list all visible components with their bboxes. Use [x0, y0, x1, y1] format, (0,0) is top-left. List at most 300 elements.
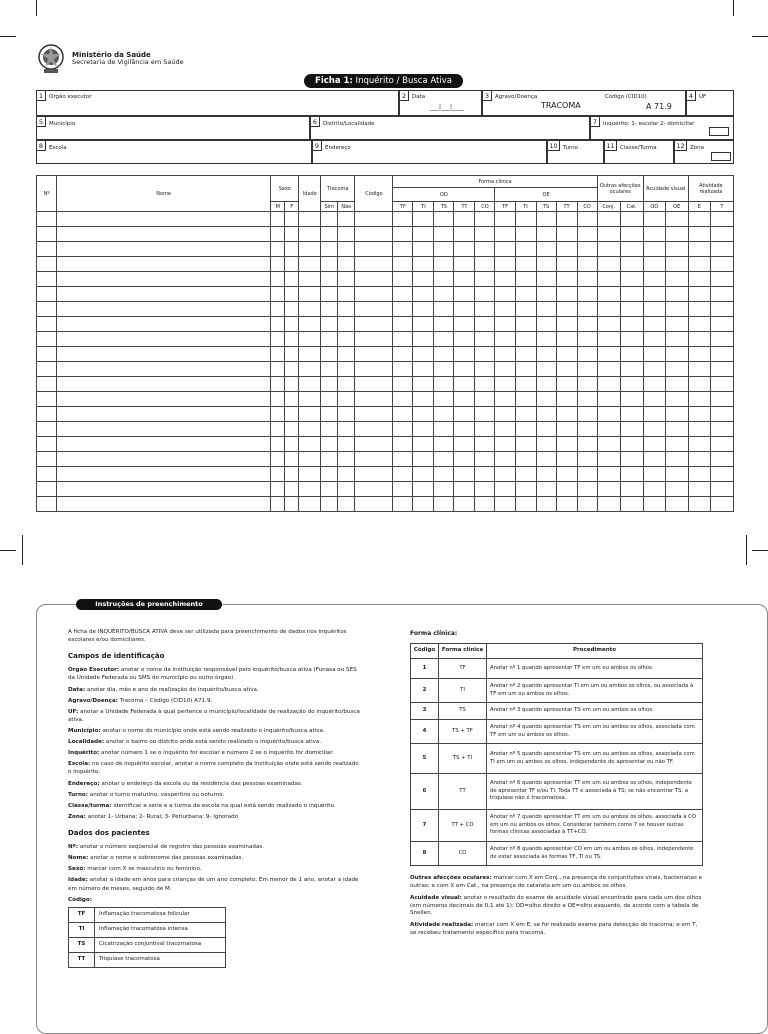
table-cell[interactable] — [536, 257, 556, 272]
table-cell[interactable] — [57, 482, 271, 497]
table-cell[interactable] — [495, 497, 515, 512]
table-cell[interactable] — [536, 332, 556, 347]
table-cell[interactable] — [495, 452, 515, 467]
table-cell[interactable] — [556, 287, 577, 302]
table-cell[interactable] — [515, 482, 536, 497]
table-cell[interactable] — [688, 497, 710, 512]
table-cell[interactable] — [597, 497, 620, 512]
table-cell[interactable] — [355, 332, 393, 347]
table-cell[interactable] — [413, 347, 434, 362]
table-cell[interactable] — [299, 347, 321, 362]
table-cell[interactable] — [37, 482, 57, 497]
table-cell[interactable] — [710, 317, 733, 332]
table-cell[interactable] — [321, 287, 338, 302]
table-cell[interactable] — [515, 272, 536, 287]
table-cell[interactable] — [643, 407, 665, 422]
table-cell[interactable] — [688, 437, 710, 452]
table-cell[interactable] — [577, 347, 597, 362]
table-cell[interactable] — [536, 452, 556, 467]
table-cell[interactable] — [515, 452, 536, 467]
table-cell[interactable] — [338, 407, 355, 422]
field-escola[interactable] — [36, 140, 312, 164]
table-cell[interactable] — [338, 392, 355, 407]
table-cell[interactable] — [454, 317, 475, 332]
table-cell[interactable] — [285, 227, 299, 242]
table-cell[interactable] — [620, 377, 643, 392]
table-cell[interactable] — [475, 377, 495, 392]
table-cell[interactable] — [434, 272, 454, 287]
table-cell[interactable] — [688, 302, 710, 317]
table-cell[interactable] — [665, 407, 688, 422]
table-cell[interactable] — [299, 272, 321, 287]
table-cell[interactable] — [321, 302, 338, 317]
table-cell[interactable] — [665, 227, 688, 242]
table-cell[interactable] — [393, 452, 413, 467]
table-cell[interactable] — [57, 377, 271, 392]
table-cell[interactable] — [271, 497, 285, 512]
table-cell[interactable] — [454, 482, 475, 497]
table-cell[interactable] — [299, 287, 321, 302]
table-cell[interactable] — [454, 452, 475, 467]
table-cell[interactable] — [299, 437, 321, 452]
table-cell[interactable] — [597, 287, 620, 302]
table-cell[interactable] — [355, 377, 393, 392]
table-cell[interactable] — [556, 332, 577, 347]
table-cell[interactable] — [577, 257, 597, 272]
table-cell[interactable] — [321, 332, 338, 347]
table-cell[interactable] — [285, 422, 299, 437]
table-cell[interactable] — [321, 257, 338, 272]
table-cell[interactable] — [556, 452, 577, 467]
table-cell[interactable] — [495, 212, 515, 227]
table-cell[interactable] — [475, 362, 495, 377]
table-cell[interactable] — [434, 302, 454, 317]
table-cell[interactable] — [393, 392, 413, 407]
table-cell[interactable] — [321, 317, 338, 332]
table-cell[interactable] — [536, 287, 556, 302]
table-cell[interactable] — [643, 212, 665, 227]
table-cell[interactable] — [475, 227, 495, 242]
table-cell[interactable] — [285, 362, 299, 377]
table-cell[interactable] — [413, 377, 434, 392]
table-cell[interactable] — [355, 467, 393, 482]
table-cell[interactable] — [688, 407, 710, 422]
table-cell[interactable] — [285, 302, 299, 317]
table-cell[interactable] — [475, 257, 495, 272]
table-cell[interactable] — [338, 272, 355, 287]
table-cell[interactable] — [434, 467, 454, 482]
table-cell[interactable] — [355, 287, 393, 302]
table-cell[interactable] — [597, 452, 620, 467]
table-cell[interactable] — [665, 287, 688, 302]
table-cell[interactable] — [271, 422, 285, 437]
table-cell[interactable] — [285, 467, 299, 482]
table-cell[interactable] — [271, 287, 285, 302]
table-cell[interactable] — [577, 227, 597, 242]
table-cell[interactable] — [355, 392, 393, 407]
table-cell[interactable] — [643, 317, 665, 332]
table-cell[interactable] — [688, 452, 710, 467]
table-cell[interactable] — [37, 452, 57, 467]
table-cell[interactable] — [495, 467, 515, 482]
table-cell[interactable] — [536, 272, 556, 287]
field-uf[interactable] — [686, 90, 734, 116]
table-cell[interactable] — [643, 422, 665, 437]
table-cell[interactable] — [355, 437, 393, 452]
table-cell[interactable] — [536, 242, 556, 257]
table-cell[interactable] — [338, 287, 355, 302]
table-cell[interactable] — [393, 362, 413, 377]
table-cell[interactable] — [413, 257, 434, 272]
table-cell[interactable] — [643, 452, 665, 467]
table-cell[interactable] — [475, 467, 495, 482]
table-cell[interactable] — [597, 362, 620, 377]
table-cell[interactable] — [620, 272, 643, 287]
table-cell[interactable] — [495, 302, 515, 317]
table-cell[interactable] — [536, 407, 556, 422]
table-cell[interactable] — [536, 212, 556, 227]
table-cell[interactable] — [454, 212, 475, 227]
table-cell[interactable] — [285, 242, 299, 257]
inquerito-checkbox[interactable] — [709, 127, 729, 136]
table-cell[interactable] — [515, 212, 536, 227]
table-cell[interactable] — [495, 392, 515, 407]
table-cell[interactable] — [597, 467, 620, 482]
table-cell[interactable] — [597, 347, 620, 362]
table-cell[interactable] — [271, 377, 285, 392]
table-cell[interactable] — [413, 392, 434, 407]
table-cell[interactable] — [515, 407, 536, 422]
table-cell[interactable] — [643, 227, 665, 242]
table-cell[interactable] — [577, 497, 597, 512]
table-cell[interactable] — [665, 257, 688, 272]
table-cell[interactable] — [393, 302, 413, 317]
table-cell[interactable] — [620, 212, 643, 227]
table-cell[interactable] — [556, 347, 577, 362]
table-cell[interactable] — [577, 437, 597, 452]
table-cell[interactable] — [321, 407, 338, 422]
table-cell[interactable] — [597, 317, 620, 332]
table-cell[interactable] — [475, 332, 495, 347]
table-cell[interactable] — [321, 242, 338, 257]
table-cell[interactable] — [536, 422, 556, 437]
table-cell[interactable] — [577, 332, 597, 347]
table-cell[interactable] — [475, 497, 495, 512]
table-cell[interactable] — [643, 287, 665, 302]
table-cell[interactable] — [475, 482, 495, 497]
table-cell[interactable] — [321, 452, 338, 467]
table-cell[interactable] — [688, 272, 710, 287]
table-cell[interactable] — [556, 317, 577, 332]
table-cell[interactable] — [643, 362, 665, 377]
table-cell[interactable] — [620, 227, 643, 242]
table-cell[interactable] — [495, 422, 515, 437]
table-cell[interactable] — [57, 407, 271, 422]
table-cell[interactable] — [393, 257, 413, 272]
table-cell[interactable] — [688, 257, 710, 272]
table-cell[interactable] — [454, 497, 475, 512]
table-cell[interactable] — [299, 332, 321, 347]
table-cell[interactable] — [285, 317, 299, 332]
table-cell[interactable] — [454, 332, 475, 347]
table-cell[interactable] — [495, 287, 515, 302]
table-cell[interactable] — [515, 422, 536, 437]
table-cell[interactable] — [393, 242, 413, 257]
table-cell[interactable] — [37, 227, 57, 242]
table-cell[interactable] — [710, 407, 733, 422]
table-cell[interactable] — [643, 347, 665, 362]
table-cell[interactable] — [299, 497, 321, 512]
table-cell[interactable] — [57, 257, 271, 272]
table-cell[interactable] — [285, 452, 299, 467]
table-cell[interactable] — [597, 302, 620, 317]
table-cell[interactable] — [515, 257, 536, 272]
table-cell[interactable] — [688, 212, 710, 227]
table-cell[interactable] — [710, 272, 733, 287]
field-inquerito[interactable] — [590, 116, 734, 140]
field-endereco[interactable] — [312, 140, 547, 164]
field-agravo[interactable] — [482, 90, 686, 116]
table-cell[interactable] — [620, 317, 643, 332]
table-cell[interactable] — [710, 377, 733, 392]
table-cell[interactable] — [338, 302, 355, 317]
table-cell[interactable] — [475, 422, 495, 437]
table-cell[interactable] — [57, 332, 271, 347]
table-cell[interactable] — [57, 452, 271, 467]
table-cell[interactable] — [299, 227, 321, 242]
table-cell[interactable] — [495, 242, 515, 257]
table-cell[interactable] — [577, 362, 597, 377]
table-cell[interactable] — [57, 362, 271, 377]
field-municipio[interactable] — [36, 116, 310, 140]
table-cell[interactable] — [355, 302, 393, 317]
table-cell[interactable] — [57, 392, 271, 407]
table-cell[interactable] — [710, 392, 733, 407]
table-cell[interactable] — [271, 302, 285, 317]
table-cell[interactable] — [577, 242, 597, 257]
table-cell[interactable] — [393, 272, 413, 287]
table-cell[interactable] — [37, 467, 57, 482]
table-cell[interactable] — [355, 212, 393, 227]
table-cell[interactable] — [556, 422, 577, 437]
table-cell[interactable] — [299, 362, 321, 377]
table-cell[interactable] — [620, 482, 643, 497]
table-cell[interactable] — [597, 257, 620, 272]
table-cell[interactable] — [37, 392, 57, 407]
table-cell[interactable] — [475, 272, 495, 287]
table-cell[interactable] — [338, 377, 355, 392]
table-cell[interactable] — [556, 227, 577, 242]
table-cell[interactable] — [688, 287, 710, 302]
table-cell[interactable] — [355, 452, 393, 467]
table-cell[interactable] — [37, 407, 57, 422]
table-cell[interactable] — [577, 317, 597, 332]
table-cell[interactable] — [355, 407, 393, 422]
table-cell[interactable] — [37, 422, 57, 437]
table-cell[interactable] — [393, 317, 413, 332]
table-cell[interactable] — [577, 482, 597, 497]
table-cell[interactable] — [515, 392, 536, 407]
table-cell[interactable] — [495, 347, 515, 362]
table-cell[interactable] — [475, 317, 495, 332]
table-cell[interactable] — [37, 332, 57, 347]
table-cell[interactable] — [321, 422, 338, 437]
table-cell[interactable] — [413, 452, 434, 467]
table-cell[interactable] — [643, 332, 665, 347]
table-cell[interactable] — [393, 332, 413, 347]
field-turno[interactable] — [547, 140, 604, 164]
table-cell[interactable] — [57, 467, 271, 482]
table-cell[interactable] — [665, 302, 688, 317]
table-cell[interactable] — [271, 392, 285, 407]
table-cell[interactable] — [37, 287, 57, 302]
table-cell[interactable] — [338, 482, 355, 497]
table-cell[interactable] — [299, 482, 321, 497]
table-cell[interactable] — [285, 212, 299, 227]
table-cell[interactable] — [536, 482, 556, 497]
table-cell[interactable] — [413, 437, 434, 452]
table-cell[interactable] — [710, 347, 733, 362]
table-cell[interactable] — [271, 317, 285, 332]
table-cell[interactable] — [688, 362, 710, 377]
table-cell[interactable] — [643, 392, 665, 407]
table-cell[interactable] — [495, 362, 515, 377]
table-cell[interactable] — [434, 227, 454, 242]
table-cell[interactable] — [536, 497, 556, 512]
table-cell[interactable] — [393, 467, 413, 482]
table-cell[interactable] — [665, 392, 688, 407]
table-cell[interactable] — [688, 227, 710, 242]
table-cell[interactable] — [338, 362, 355, 377]
table-cell[interactable] — [597, 212, 620, 227]
table-cell[interactable] — [536, 227, 556, 242]
table-cell[interactable] — [597, 332, 620, 347]
table-cell[interactable] — [271, 482, 285, 497]
table-cell[interactable] — [271, 242, 285, 257]
table-cell[interactable] — [454, 347, 475, 362]
table-cell[interactable] — [338, 212, 355, 227]
table-cell[interactable] — [355, 362, 393, 377]
table-cell[interactable] — [515, 437, 536, 452]
table-cell[interactable] — [285, 407, 299, 422]
table-cell[interactable] — [393, 497, 413, 512]
table-cell[interactable] — [665, 362, 688, 377]
table-cell[interactable] — [338, 317, 355, 332]
table-cell[interactable] — [413, 467, 434, 482]
table-cell[interactable] — [393, 212, 413, 227]
table-cell[interactable] — [37, 242, 57, 257]
table-cell[interactable] — [556, 467, 577, 482]
table-cell[interactable] — [393, 377, 413, 392]
table-cell[interactable] — [37, 437, 57, 452]
table-cell[interactable] — [536, 302, 556, 317]
table-cell[interactable] — [57, 347, 271, 362]
table-cell[interactable] — [643, 437, 665, 452]
table-cell[interactable] — [495, 257, 515, 272]
table-cell[interactable] — [37, 317, 57, 332]
table-cell[interactable] — [454, 302, 475, 317]
table-cell[interactable] — [299, 212, 321, 227]
table-cell[interactable] — [299, 242, 321, 257]
table-cell[interactable] — [434, 422, 454, 437]
table-cell[interactable] — [643, 242, 665, 257]
table-cell[interactable] — [597, 437, 620, 452]
table-cell[interactable] — [556, 437, 577, 452]
table-cell[interactable] — [321, 392, 338, 407]
table-cell[interactable] — [556, 257, 577, 272]
table-cell[interactable] — [710, 212, 733, 227]
table-cell[interactable] — [577, 287, 597, 302]
table-cell[interactable] — [536, 362, 556, 377]
table-cell[interactable] — [355, 482, 393, 497]
table-cell[interactable] — [57, 212, 271, 227]
table-cell[interactable] — [556, 497, 577, 512]
table-cell[interactable] — [393, 407, 413, 422]
table-cell[interactable] — [620, 422, 643, 437]
table-cell[interactable] — [577, 212, 597, 227]
table-cell[interactable] — [271, 212, 285, 227]
table-cell[interactable] — [577, 272, 597, 287]
table-cell[interactable] — [454, 242, 475, 257]
table-cell[interactable] — [515, 287, 536, 302]
table-cell[interactable] — [338, 437, 355, 452]
table-cell[interactable] — [495, 272, 515, 287]
table-cell[interactable] — [665, 272, 688, 287]
table-cell[interactable] — [321, 437, 338, 452]
table-cell[interactable] — [688, 392, 710, 407]
table-cell[interactable] — [37, 377, 57, 392]
table-cell[interactable] — [556, 272, 577, 287]
table-cell[interactable] — [321, 212, 338, 227]
table-cell[interactable] — [665, 347, 688, 362]
table-cell[interactable] — [495, 227, 515, 242]
table-cell[interactable] — [665, 452, 688, 467]
table-cell[interactable] — [393, 482, 413, 497]
table-cell[interactable] — [413, 317, 434, 332]
table-cell[interactable] — [299, 317, 321, 332]
table-cell[interactable] — [299, 377, 321, 392]
table-cell[interactable] — [271, 362, 285, 377]
table-cell[interactable] — [454, 272, 475, 287]
table-cell[interactable] — [643, 467, 665, 482]
table-cell[interactable] — [454, 377, 475, 392]
table-cell[interactable] — [413, 332, 434, 347]
table-cell[interactable] — [413, 242, 434, 257]
table-cell[interactable] — [475, 452, 495, 467]
table-cell[interactable] — [454, 407, 475, 422]
table-cell[interactable] — [338, 422, 355, 437]
table-cell[interactable] — [495, 317, 515, 332]
table-cell[interactable] — [688, 242, 710, 257]
table-cell[interactable] — [643, 482, 665, 497]
table-cell[interactable] — [710, 257, 733, 272]
table-cell[interactable] — [577, 452, 597, 467]
table-cell[interactable] — [710, 422, 733, 437]
table-cell[interactable] — [643, 377, 665, 392]
table-cell[interactable] — [434, 437, 454, 452]
table-cell[interactable] — [299, 422, 321, 437]
table-cell[interactable] — [710, 362, 733, 377]
table-cell[interactable] — [688, 422, 710, 437]
table-cell[interactable] — [321, 347, 338, 362]
table-cell[interactable] — [413, 287, 434, 302]
table-cell[interactable] — [338, 242, 355, 257]
table-cell[interactable] — [454, 467, 475, 482]
table-cell[interactable] — [434, 392, 454, 407]
table-cell[interactable] — [454, 227, 475, 242]
table-cell[interactable] — [620, 407, 643, 422]
table-cell[interactable] — [355, 497, 393, 512]
